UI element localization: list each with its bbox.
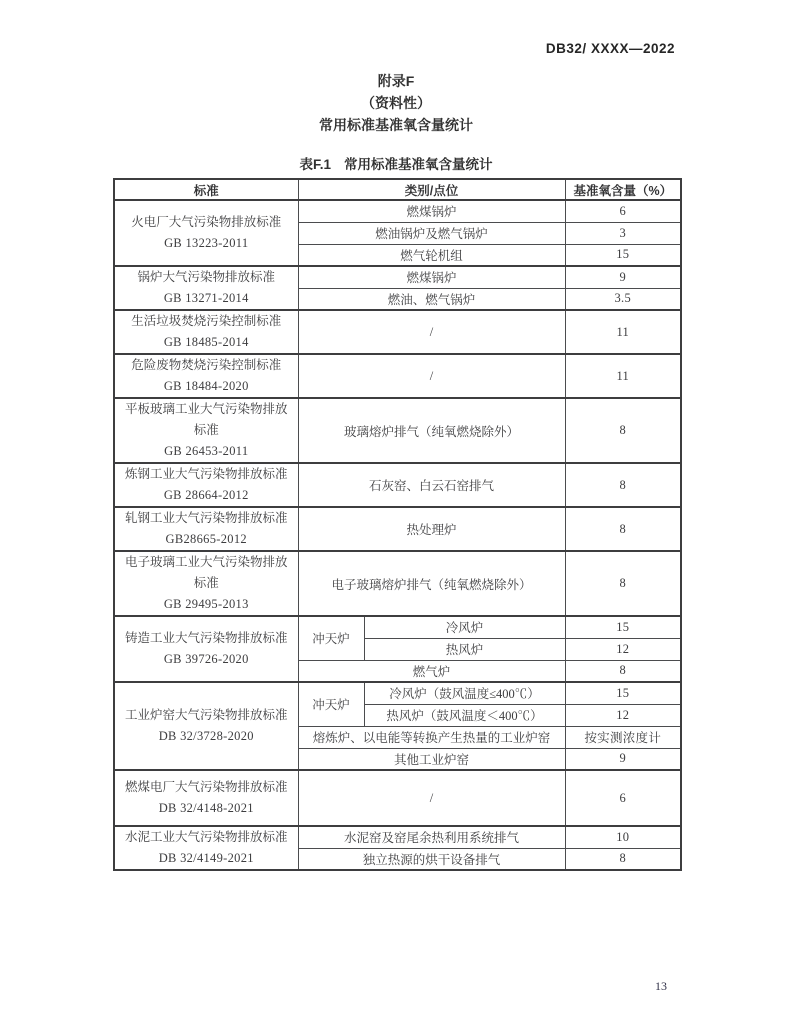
oxygen-content-table [113,178,682,871]
table-row [114,826,681,848]
value-cell: 11 [565,354,681,398]
subcategory-cell: 冷风炉（鼓风温度≤400℃） [364,682,565,704]
standard-name: 锅炉大气污染物排放标准 [137,270,275,284]
category-cell: / [298,354,565,398]
standard-code: DB 32/3728-2020 [158,729,254,743]
table-row [114,398,681,463]
value-cell: 15 [565,682,681,704]
category-cell: 燃气炉 [298,660,565,682]
standard-name: 电子玻璃工业大气污染物排放标准 [124,555,288,590]
subgroup-cell: 冲天炉 [298,682,364,726]
category-cell: / [298,310,565,354]
table-row [114,507,681,551]
category-cell: 电子玻璃熔炉排气（纯氧燃烧除外） [298,551,565,616]
standard-code: GB28665-2012 [165,532,247,546]
table-caption [0,153,792,173]
standard-name: 平板玻璃工业大气污染物排放标准 [124,402,288,437]
standard-cell [114,398,298,463]
category-cell: 热处理炉 [298,507,565,551]
standard-cell [114,507,298,551]
category-cell: / [298,770,565,826]
value-cell: 15 [565,244,681,266]
value-cell: 9 [565,266,681,288]
value-cell: 3.5 [565,288,681,310]
subcategory-cell: 热风炉（鼓风温度＜400℃） [364,704,565,726]
category-cell: 其他工业炉窑 [298,748,565,770]
value-cell: 8 [565,463,681,507]
table-row [114,354,681,398]
table-row [114,616,681,638]
standard-cell [114,616,298,682]
category-cell: 燃油、燃气锅炉 [298,288,565,310]
value-cell: 10 [565,826,681,848]
appendix-title-block [0,70,792,136]
value-cell: 8 [565,551,681,616]
table-row [114,310,681,354]
category-cell: 燃油锅炉及燃气锅炉 [298,222,565,244]
standard-name: 危险废物焚烧污染控制标准 [131,358,282,372]
header-category: 类别/点位 [298,179,565,200]
standard-code: GB 18484-2020 [163,379,249,393]
value-cell: 6 [565,770,681,826]
category-cell: 独立热源的烘干设备排气 [298,848,565,870]
standard-cell [114,200,298,266]
value-cell: 8 [565,660,681,682]
standard-cell [114,266,298,310]
category-cell: 燃气轮机组 [298,244,565,266]
category-cell: 熔炼炉、以电能等转换产生热量的工业炉窑 [298,726,565,748]
table-row [114,682,681,704]
value-cell: 3 [565,222,681,244]
value-cell: 按实测浓度计 [565,726,681,748]
table-row [114,463,681,507]
subcategory-cell: 热风炉 [364,638,565,660]
standard-code: GB 28664-2012 [163,488,249,502]
standard-name: 轧钢工业大气污染物排放标准 [124,511,288,525]
value-cell: 12 [565,704,681,726]
standard-name: 工业炉窑大气污染物排放标准 [124,708,288,722]
category-cell: 石灰窑、白云石窑排气 [298,463,565,507]
subcategory-cell: 冷风炉 [364,616,565,638]
table-header-row [114,179,681,200]
appendix-title-line2: （资料性） [361,95,431,111]
table-row [114,770,681,826]
value-cell: 15 [565,616,681,638]
standard-name: 生活垃圾焚烧污染控制标准 [131,314,282,328]
standard-name: 燃煤电厂大气污染物排放标准 [124,780,288,794]
appendix-title-line1: 附录F [377,73,415,89]
doc-number: DB32/ XXXX—2022 [545,41,675,56]
standard-code: GB 13271-2014 [163,291,249,305]
table-caption-text: 常用标准基准氧含量统计 [344,157,493,172]
value-cell: 9 [565,748,681,770]
standard-code: DB 32/4148-2021 [158,801,254,815]
standard-cell [114,770,298,826]
value-cell: 8 [565,848,681,870]
subgroup-cell: 冲天炉 [298,616,364,660]
value-cell: 8 [565,398,681,463]
standard-cell [114,463,298,507]
table-caption-label: 表F.1 [299,157,331,172]
table-row [114,266,681,288]
table-row [114,200,681,222]
page-number: 13 [655,979,667,993]
category-cell: 燃煤锅炉 [298,200,565,222]
standard-name: 铸造工业大气污染物排放标准 [124,631,288,645]
standard-code: GB 39726-2020 [163,652,249,666]
standard-cell [114,551,298,616]
value-cell: 11 [565,310,681,354]
header-standard: 标准 [114,179,298,200]
standard-cell [114,682,298,770]
value-cell: 12 [565,638,681,660]
standard-cell [114,310,298,354]
standard-code: GB 26453-2011 [164,444,249,458]
standard-code: GB 29495-2013 [163,597,249,611]
standard-cell [114,826,298,870]
value-cell: 8 [565,507,681,551]
standard-code: GB 13223-2011 [164,236,249,250]
category-cell: 玻璃熔炉排气（纯氧燃烧除外） [298,398,565,463]
category-cell: 燃煤锅炉 [298,266,565,288]
table-row [114,551,681,616]
standard-name: 炼钢工业大气污染物排放标准 [124,467,288,481]
standard-cell [114,354,298,398]
header-oxygen: 基准氧含量（%） [565,179,681,200]
value-cell: 6 [565,200,681,222]
category-cell: 水泥窑及窑尾余热利用系统排气 [298,826,565,848]
standard-code: GB 18485-2014 [163,335,249,349]
appendix-title-line3: 常用标准基准氧含量统计 [319,117,473,133]
standard-code: DB 32/4149-2021 [158,851,254,865]
standard-name: 水泥工业大气污染物排放标准 [124,830,288,844]
standard-name: 火电厂大气污染物排放标准 [131,215,282,229]
